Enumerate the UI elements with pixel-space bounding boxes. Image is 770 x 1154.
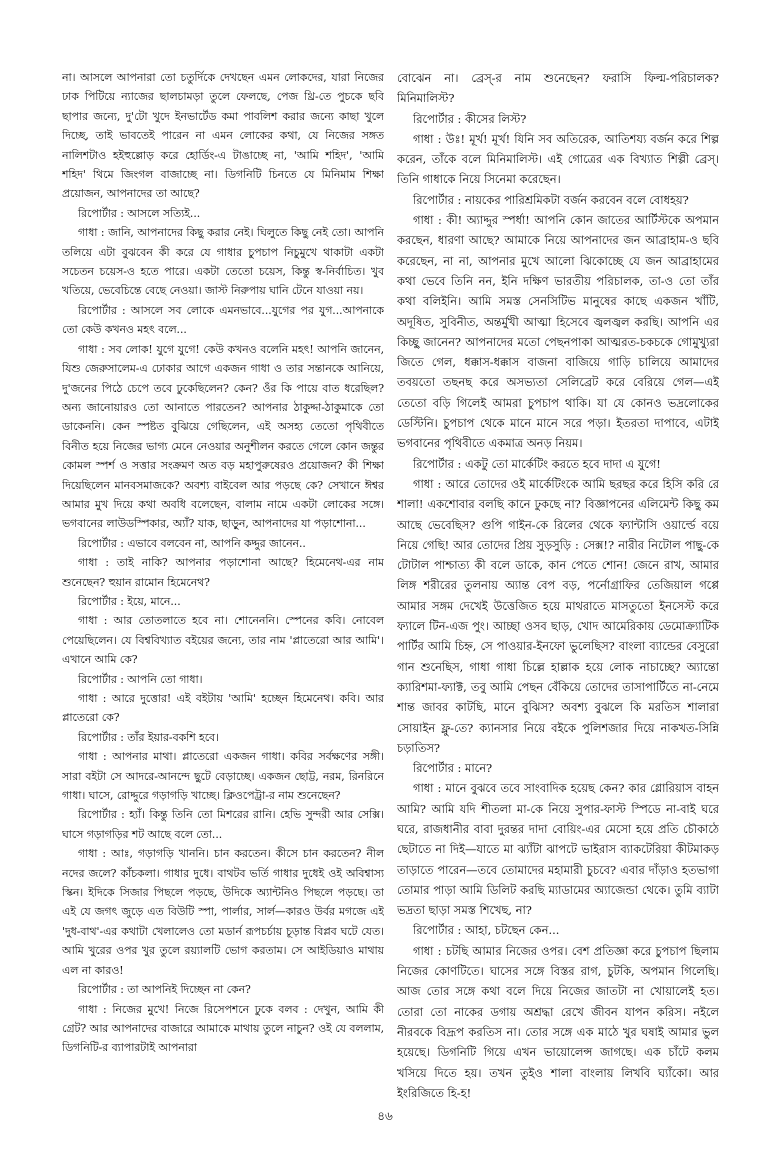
paragraph: বোঝেন না। ব্রেস্-র নাম শুনেছেন? ফরাসি ফিল্ম-পরিচালক? মিনিমালিস্ট? [397, 71, 719, 106]
paragraph: গাধা : আরে তোদের ওই মার্কেটিংকে আমি ছরছর করে হিসি করি রে শালা! একশোবার বলছি কানে ঢুকছে না? বিজ্ঞাপনের এলিমেন্ট কিছু কম আছে ভেবেছিস? গুপি গাইন-কে রিলের থেকে ফ্যান্টাসি ওয়ার্ল্ডে বয়ে নিয়ে গেছি! আর তোদের প্রিয় সুড়সুড়ি : সেক্স!? নারীর নিটোল পাছু-কে টোটাল পাশ্চাত্য কী বলে ডাকে, কান পেতে শোন! জেনে রাখ, আমার লিঙ্গ শরীরের তুলনায় অ্যান্ত বেপ বড়, পর্নোগ্রাফির তেজিয়াল গপ্পে আমার সঙ্গম দেখেই উত্তেজিত হয়ে মাথরাতে মাসতুতো ইনসেস্ট করে ফ্যালে টিন-এজ পুং। আচ্ছা ওসব ছাড়, খোদ আমেরিকায় ডেমোক্র্যাটিক পার্টির আমি চিহ্ন, সে পাওয়ার-ইনফো ভুলেছিস? বাংলা ব্যান্ডের বেসুরো গান শুনেছিস, গাধা গাধা চিল্লে হাল্লাক হয়ে লোক নাচাচ্ছে? অ্যান্তো ক্যারিশমা-ফ্যাক্ট, তবু আমি পেছন বেঁকিয়ে তোদের তাসাপার্টিতে না-নেমে শান্ত জাবর কাটছি, মানে বুঝিস? অবশ্য বুঝলে কি মরতিস শালারা সোয়াইন ফ্লু-তে? ক্যানসার নিয়ে বইকে পুলিশজার দিয়ে নাকখত-সিন্নি চড়াতিস? [397, 476, 719, 755]
paragraph: রিপোর্টার : তাঁর ইয়ার-বকশি হবে। [78, 730, 219, 744]
paragraph: গাধা : আপনার মাথা। প্লাতেরো একজন গাধা। কবির সর্বক্ষণের সঙ্গী। সারা বইটা সে আদরে-আনন্দে ছুটে বেড়াচ্ছে। একজন ছোট্ট, নরম, রিনরিনে গাধা। ঘাসে, রোদ্দুরে গড়াগড়ি খাচ্ছে। ক্লিওপেট্রা-র নাম শুনেছেন? [62, 750, 384, 803]
right-column [397, 68, 719, 1108]
paragraph: রিপোর্টার : কীসের লিস্ট? [413, 111, 527, 126]
paragraph: গাধা : তাই নাকি? আপনার পড়াশোনা আছে? হিমেনেথ-এর নাম শুনেছেন? হুয়ান রামোন হিমেনেথ? [62, 556, 384, 589]
paragraph: রিপোর্টার : নায়কের পারিশ্রমিকটা বর্জন করবেন বলে বোধহয়? [413, 192, 689, 207]
left-column [62, 68, 384, 1108]
paragraph: গাধা : আঃ, গড়াগড়ি খাননি। চান করতেন। কীসে চান করতেন? নীল নদের জলে? কাঁচকলা। গাধার দুধে। বাথটব ভর্তি গাধার দুধেই ওই অবিশ্বাস্য স্কিন। ইদিকে সিজার পিছলে পড়ছে, উদিকে অ্যান্টনিও পিছলে পড়ছে। তা এই যে জগৎ জুড়ে এত বিউটি স্পা, পার্লার, সার্ল—কারও উর্বর মগজে এই 'দুধ-বাথ'-এর কথাটা খেলালেও তো মডার্ন রূপচর্চায় চূড়ান্ত বিপ্লব ঘটে যেত। আমি খুরের ওপর খুর তুলে রয়্যালটি ভোগ করতাম। সে আইডিয়াও মাথায় এল না কারও! [62, 847, 384, 977]
paragraph: গাধা : কী! অ্যাদ্দুর স্পর্ধা! আপনি কোন জাতের আর্টিস্টকে অপমান করছেন, ধারণা আছে? আমাকে নিয়ে আপনাদের জন আব্রাহাম-ও ছবি করেছেন, না না, আপনার মুখে আলো ঝিকোচ্ছে যে জন আব্রাহামের কথা ভেবে তিনি নন, ইনি দক্ষিণ ভারতীয় পরিচালক, তা-ও তো তাঁর কথা বলিইনি। আমি সমস্ত সেনসিটিভ মানুষের কাছে একজন খাঁটি, অদূষিত, সুবিনীত, অন্তর্মুখী আত্মা হিসেবে জ্বলজ্বল করছি। আপনি এর কিচ্ছু জানেন? আপনাদের মতো পেছনপাকা আত্মরত-চকচকে গোমুখ্যুরা জিতে গেল, ধক্কাস-ধক্কাস বাজনা বাজিয়ে গাড়ি চালিয়ে আমাদের তবয়তো তছনছ করে অসভ্যতা সেলিব্রেট করে বেরিয়ে গেল—এই তেতো বড়ি গিলেই আমরা চুপচাপ থাকি। যা যে কোনও ভদ্রলোকের ডেস্টিনি। চুপচাপ থেকে মানে মানে সরে পড়া। ইতরতা দাপাবে, এটাই ভগবানের পৃথিবীতে একমাত্র অনড় নিয়ম। [397, 213, 719, 451]
paragraph: রিপোর্টার : এভাবে বলবেন না, আপনি কদ্দুর জানেন.. [78, 536, 306, 550]
paragraph: রিপোর্টার : হ্যাঁ। কিন্তু তিনি তো মিশরের রানি। হেভি সুন্দরী আর সেক্সি। ঘাসে গড়াগড়ির শট আছে বলে তো... [62, 808, 384, 841]
paragraph: রিপোর্টার : তা আপনিই দিচ্ছেন না কেন? [78, 983, 251, 997]
paragraph: রিপোর্টার : ইয়ে, মানে... [78, 594, 181, 608]
paragraph: রিপোর্টার : একটু তো মার্কেটিং করতে হবে দাদা এ যুগে! [413, 456, 661, 471]
paragraph: গাধা : উঃ! মূর্খ! মূর্খ! যিনি সব অতিরেক, আতিশয্য বর্জন করে শিল্প করেন, তাঁকে বলে মিনিমালিস্ট। এই গোত্রের এক বিখ্যাত শিল্পী ব্রেস্। তিনি গাধাকে নিয়ে সিনেমা করেছেন। [397, 131, 719, 187]
paragraph: গাধা : আর তোতলাতে হবে না। শোনেননি। স্পেনের কবি। নোবেল পেয়েছিলেন। যে বিশ্ববিখ্যাত বইয়ের জন্যে, তার নাম 'প্লাতেরো আর আমি'। এখানে আমি কে? [62, 614, 384, 667]
paragraph: রিপোর্টার : আপনি তো গাধা। [78, 672, 203, 686]
paragraph: গাধা : আরে দুত্তোর! এই বইটায় 'আমি' হচ্ছেন হিমেনেথ। কবি। আর প্লাতেরো কে? [62, 692, 384, 725]
paragraph: গাধা : নিজের মুখে! নিজে রিসেপশনে ঢুকে বলব : দেখুন, আমি কী গ্রেট? আর আপনাদের বাজারে আমাকে মাথায় তুলে নাচুন? ওই যে বললাম, ডিগনিটি-র ব্যাপারটাই আপনারা [62, 1002, 384, 1055]
paragraph: রিপোর্টার : মানে? [413, 761, 493, 776]
paragraph: রিপোর্টার : আসলে সব লোকে এমনভাবে...যুগের পর যুগ...আপনাকে তো কেউ কখনও মহৎ বলে... [62, 303, 384, 337]
page-number: ৪৬ [377, 1109, 393, 1123]
paragraph: রিপোর্টার : আসলে সত্যিই... [78, 206, 201, 220]
paragraph: গাধা : জানি, আপনাদের কিছু করার নেই। ঘিলুতে কিছু নেই তো। আপনি তলিয়ে এটা বুঝবেন কী করে যে গাধার চুপচাপ নিচুমুখে থাকাটা একটা সচেতন চয়েস-ও হতে পারে। একটা তেতো চয়েস, কিন্তু স্ব-নির্বাচিত। খুব খতিয়ে, ভেবেচিন্তে বেছে নেওয়া। জাস্ট নিরুপায় ঘানি টেনে যাওয়া নয়। [62, 226, 384, 298]
paragraph: না। আসলে আপনারা তো চতুর্দিকে দেখছেন এমন লোকদের, যারা নিজের ঢাক পিটিয়ে ন্যাজের ছালচামড়া তুলে ফেলছে, পেজ থ্রি-তে পুচকে ছবি ছাপার জন্যে, দু'টো খুদে ইনভার্টেড কমা পাবলিশ করার জন্যে কাছা খুলে দিচ্ছে, তাই ভাবতেই পারেন না এমন লোকের কথা, যে নিজের সঙ্গত নালিশটাও হইহুল্লোড় করে হোর্ডিং-এ টাঙাচ্ছে না, 'আমি শহিদ', 'আমি শহিদ' থিমে জিংগল বাজাচ্ছে না। ডিগনিটি চিনতে যে মিনিমাম শিক্ষা প্রয়োজন, আপনাদের তা আছে? [62, 71, 384, 201]
paragraph: রিপোর্টার : আহা, চটছেন কেন... [413, 923, 560, 938]
paragraph: গাধা : সব লোক! যুগে যুগে! কেউ কখনও বলেনি মহৎ! আপনি জানেন, যিশু জেরুসালেম-এ ঢোকার আগে একজন গাধা ও তার সন্তানকে আনিয়ে, দু'জনের পিঠে চেপে তবে ঢুকেছিলেন? কেন? ওঁর কি পায়ে বাত ধরেছিল? অন্য জানোয়ারও তো আনাতে পারতেন? আপনার ঠাকুদ্দা-ঠাকুমাকে তো ডাকেননি। কেন স্পষ্টত বুঝিয়ে গেছিলেন, এই অসহ্য তেতো পৃথিবীতে বিনীত হয়ে নিজের ভাগ্য মেনে নেওয়ার অনুশীলন করতে গেলে কোন জন্তুর কোমল স্পর্শ ও সত্তার সংক্রমণ অত বড় মহাপুরুষেরও প্রয়োজন? কী শিক্ষা দিয়েছিলেন মানবসমাজকে? অবশ্য বাইবেল আর পড়ছে কে? সেখানে ঈশ্বর আমার মুখ দিয়ে কথা অবধি বলেছেন, বালাম নামে একটা লোকের সঙ্গে। ভগবানের লাউডস্পিকার, অ্যাঁ? যাক, ছাড়ুন, আপনাদের যা পড়াশোনা... [62, 342, 384, 531]
paragraph: গাধা : মানে বুঝবে তবে সাংবাদিক হয়েছ কেন? কার গ্লোরিয়াস বাহন আমি? আমি যদি শীতলা মা-কে নিয়ে সুপার-ফাস্ট স্পিডে না-বাই ঘরে ঘরে, রাজধানীর বাবা দুরন্তর দাদা বোয়িং-এর মেসো হয়ে প্রতি চৌকাঠে ছেটাতে না দিই—যাতে মা ঝ্যাঁটা ঝাপটে ভাইরাস ব্যাকটেরিয়া কীটমাকড় তাড়াতে পারেন—তবে তোমাদের মহামারী চুচবে? এবার দাঁড়াও হতভাগা তোমার পাড়া আমি ডিলিট করছি ম্যাডামের অ্যাজেন্ডা থেকে। তুমি ব্যাটা ভদ্রতা ছাড়া সমস্ত শিখেছ, না? [397, 781, 719, 918]
paragraph: গাধা : চটছি আমার নিজের ওপর। বেশ প্রতিজ্ঞা করে চুপচাপ ছিলাম নিজের কোণটিতে। ঘাসের সঙ্গে বিস্তর রাগ, চুটকি, অপমান গিলেছি। আজ তোর সঙ্গে কথা বলে দিয়ে নিজের জাতটা না খোয়ালেই হত। তোরা তো নাকের ডগায় অশ্রদ্ধা রেখে জীবন যাপন করিস। নইলে নীরবকে বিদ্রূপ করতিস না। তোর সঙ্গে এক মাঠে খুর ঘষাই আমার ভুল হয়েছে। ডিগনিটি গিয়ে এখন ভায়োলেন্স জাগছে। এক চাঁটে কলম খসিয়ে দিতে হয়। তখন তুইও শালা বাংলায় লিখবি ঘ্যাঁকো। আর ইংরিজিতে হি-হ! [397, 943, 719, 1100]
